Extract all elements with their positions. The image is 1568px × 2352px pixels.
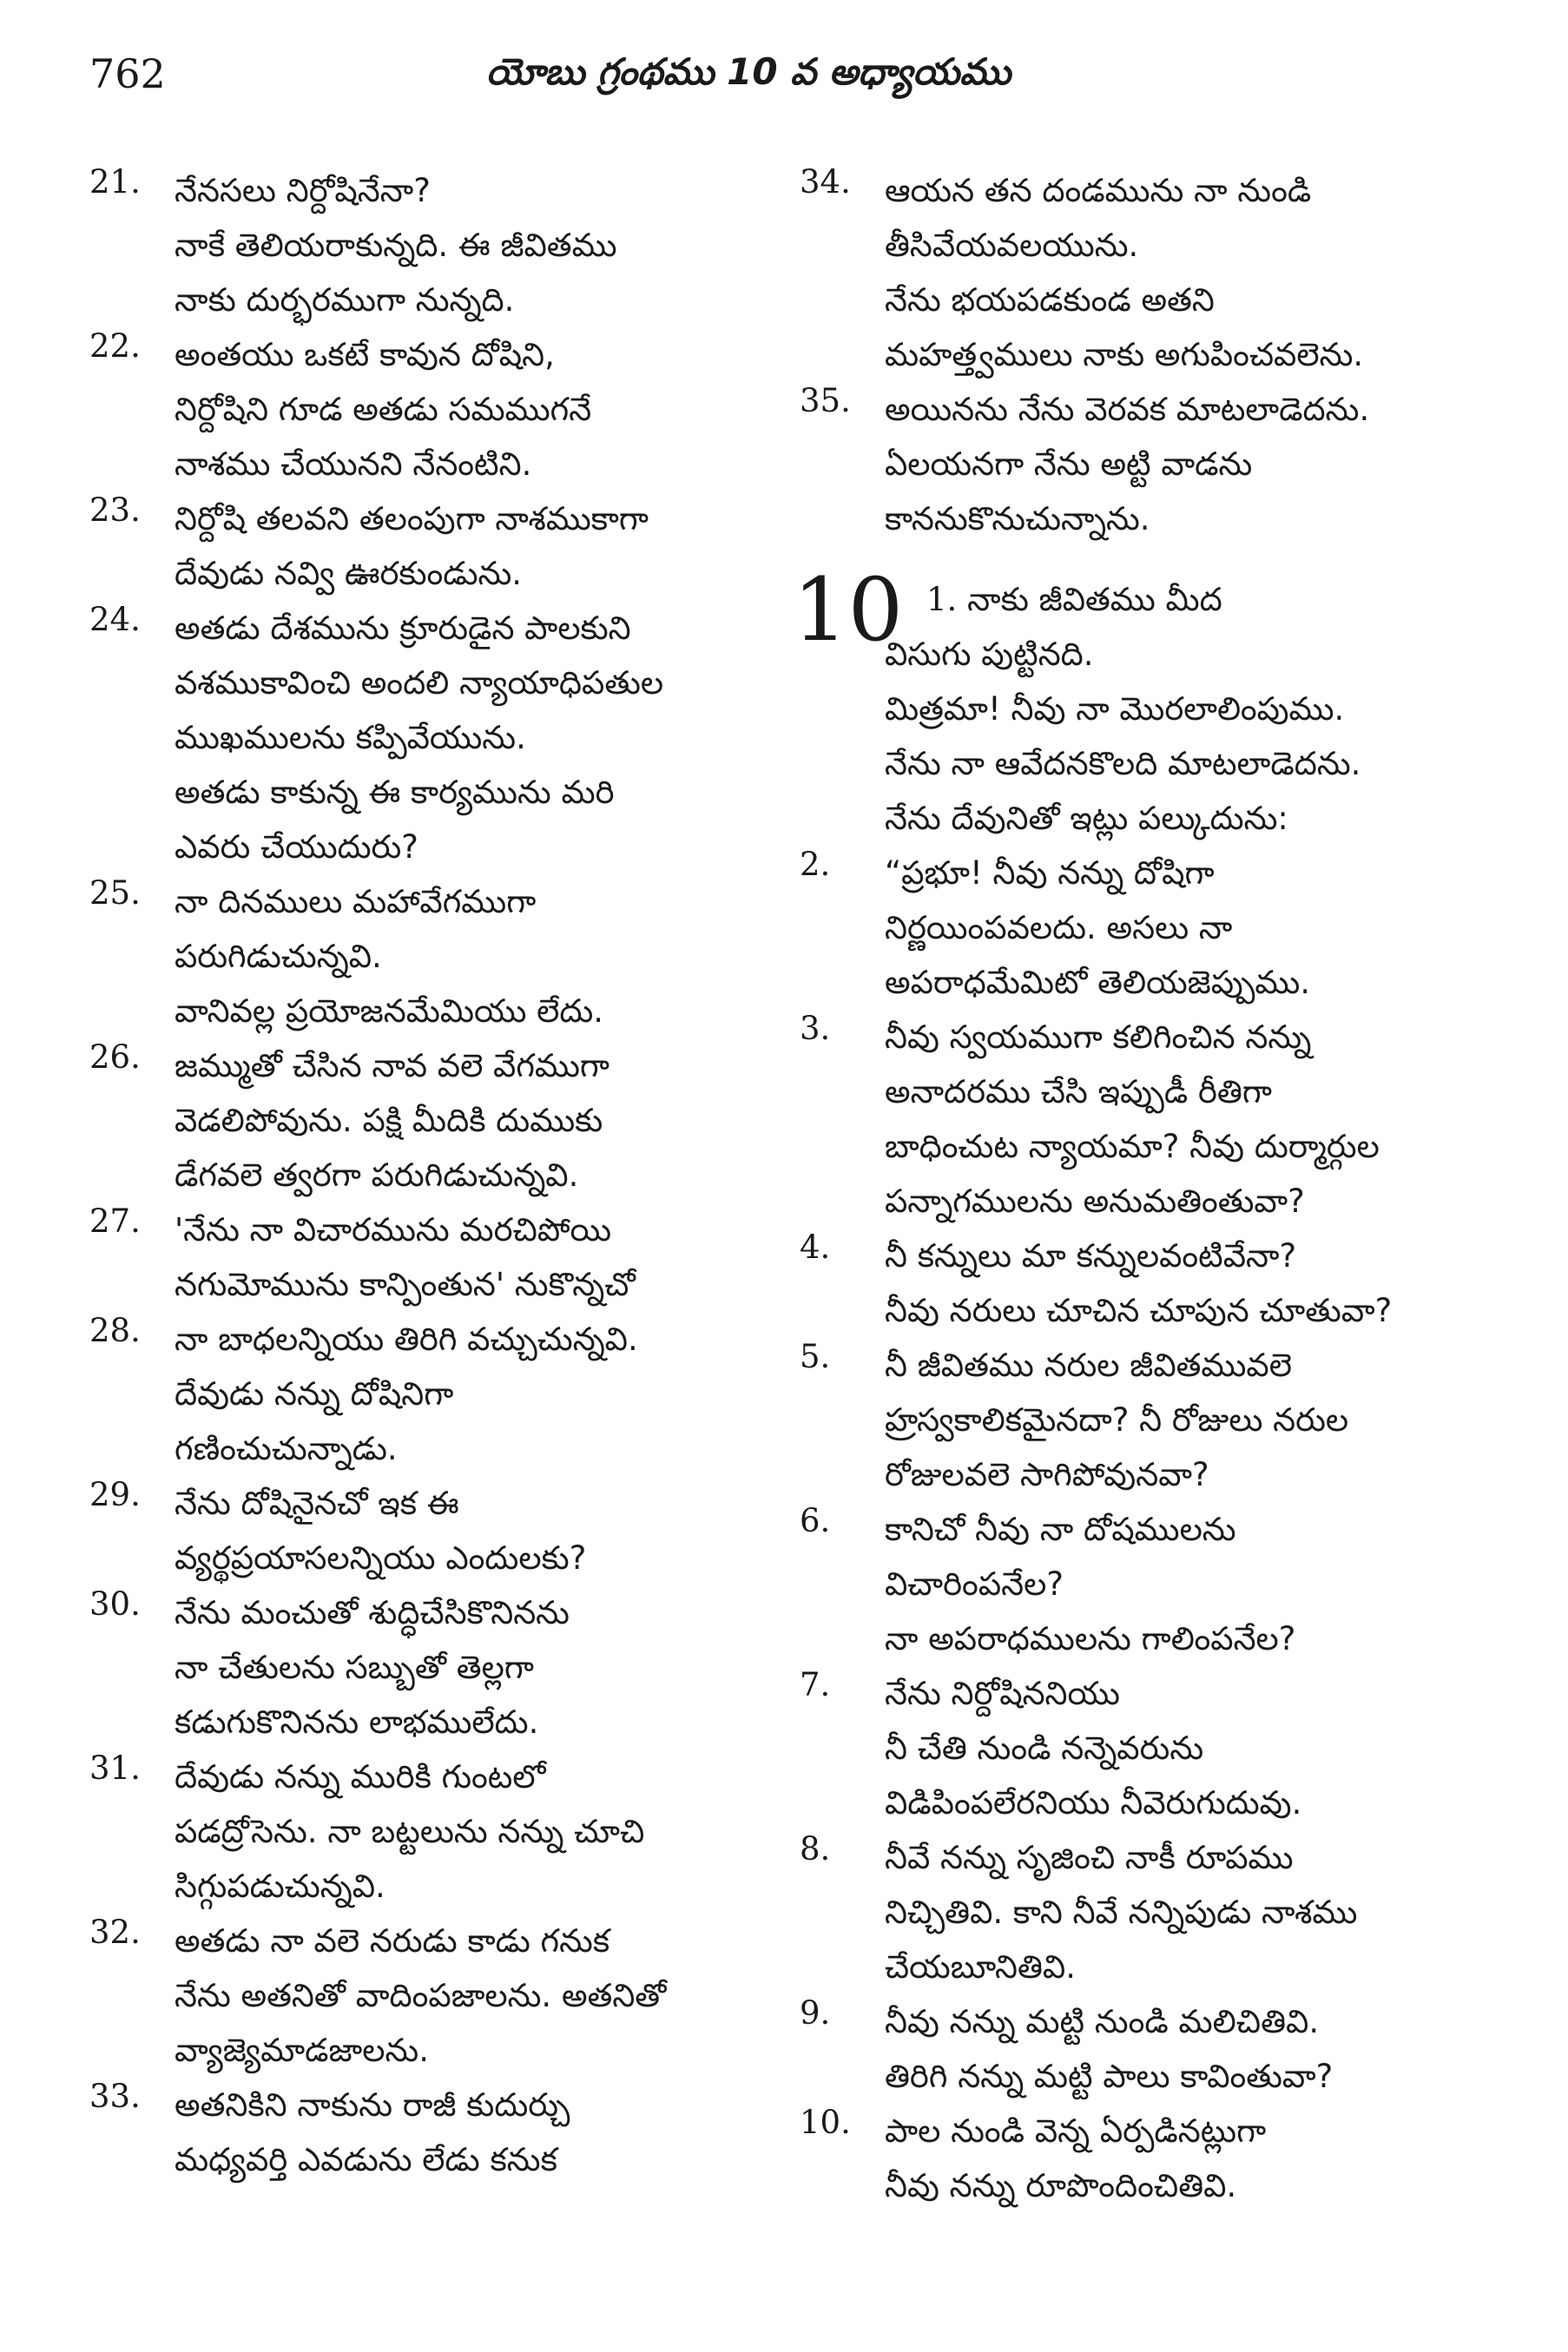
verse (89, 1476, 758, 1585)
verse (89, 1202, 758, 1312)
verse-line: ఏలయనగా నేను అట్టి వాడను (885, 445, 1253, 483)
verse-number: 28. (89, 1312, 141, 1349)
verse (800, 1229, 1486, 1338)
verse (800, 1666, 1486, 1830)
verse-line: ముఖములను కప్పివేయును. (175, 719, 526, 756)
verse (800, 163, 1486, 382)
verse-number: 7. (800, 1666, 831, 1703)
verse-number: 31. (89, 1749, 141, 1787)
verse-line: వెడలిపోవును. పక్షి మీదికి దుముకు (175, 1102, 603, 1139)
verse-line: నాకే తెలియరాకున్నది. ఈ జీవితము (175, 227, 617, 264)
verse (800, 1338, 1486, 1502)
verse (89, 491, 758, 601)
verse-line: వ్యాజ్యెమాడజాలను. (175, 2032, 429, 2069)
verse-line: నిర్దోషి తలవని తలంపుగా నాశముకాగా (175, 500, 649, 537)
verse (800, 846, 1486, 1010)
verse-line: 'నేను నా విచారమును మరచిపోయి (175, 1211, 612, 1248)
verse-line: తీసివేయవలయును. (885, 227, 1139, 264)
verse-number: 34. (800, 163, 851, 201)
verse-line: పడద్రోసెను. నా బట్టలును నన్ను చూచి (175, 1813, 645, 1850)
verse-line: దేవుడు నన్ను మురికి గుంటలో (175, 1758, 546, 1795)
verse (89, 327, 758, 491)
verse-line: నాశము చేయునని నేనంటిని. (175, 445, 532, 483)
left-column (89, 163, 758, 2187)
chapter-block (793, 546, 1486, 846)
verse-line: నేను భయపడకుండ అతని (885, 281, 1215, 319)
verse-number: 4. (800, 1229, 831, 1266)
verse (800, 1502, 1486, 1666)
verse-line: అంతయు ఒకటే కావున దోషిని, (175, 336, 555, 373)
verse-line: నా చేతులను సబ్బుతో తెల్లగా (175, 1649, 534, 1686)
verse-line: అతడు కాకున్న ఈ కార్యమును మరి (175, 774, 615, 811)
verse-line: ఆయన తన దండమును నా నుండి (885, 172, 1312, 209)
verse-number: 26. (89, 1038, 141, 1076)
verse-line: నేను మంచుతో శుద్ధిచేసికొనినను (175, 1594, 570, 1631)
verse-line: చేయబూనితివి. (885, 1948, 1076, 1986)
verse (800, 1830, 1486, 1994)
verse-line: నా దినములు మహావేగముగా (175, 883, 537, 920)
verse (89, 874, 758, 1038)
verse (89, 601, 758, 874)
verse-line: నీ జీవితము నరుల జీవితమువలె (885, 1347, 1292, 1384)
page-number: 762 (89, 50, 166, 97)
verse-line: కాననుకొనుచున్నాను. (885, 500, 1150, 537)
verse (800, 2104, 1486, 2213)
right-column-top (800, 163, 1486, 546)
verse-line: ఎవరు చేయుదురు? (175, 828, 418, 866)
verse-number: 8. (800, 1830, 831, 1868)
verse-line: నిర్ణయింపవలదు. అసలు నా (885, 909, 1233, 946)
verse (800, 1010, 1486, 1229)
verse-line: మధ్యవర్తి ఎవడును లేడు కనుక (175, 2141, 557, 2178)
verse-line: పాల నుండి వెన్న ఏర్పడినట్లుగా (885, 2112, 1267, 2150)
verse-line: దేవుడు నన్ను దోషినిగా (175, 1375, 454, 1413)
verse-number: 22. (89, 327, 141, 365)
verse-line: నీవు నన్ను రూపొందించితివి. (885, 2167, 1237, 2204)
verse-line: నేను దోషినైనచో ఇక ఈ (175, 1485, 459, 1522)
verse-line: నీవు నన్ను మట్టి నుండి మలిచితివి. (885, 2003, 1320, 2040)
right-column-bottom (800, 846, 1486, 2213)
verse-number: 9. (800, 1994, 831, 2032)
verse-number: 24. (89, 601, 141, 638)
verse-line: అపరాధమేమిటో తెలియజెప్పుము. (885, 964, 1311, 1001)
verse-line: నీవే నన్ను సృజించి నాకీ రూపము (885, 1839, 1294, 1876)
verse-line: నేను నిర్దోషిననియు (885, 1675, 1120, 1712)
verse-line: తిరిగి నన్ను మట్టి పాలు కావింతువా? (885, 2058, 1334, 2095)
verse-line: విడిపింపలేరనియు నీవెరుగుదువు. (885, 1784, 1302, 1822)
verse-line: పన్నాగములను అనుమతింతువా? (885, 1183, 1305, 1220)
verse-line: విసుగు పుట్టినది. (885, 636, 1094, 673)
verse (89, 1749, 758, 1914)
verse-line: కానిచో నీవు నా దోషములను (885, 1511, 1236, 1548)
verse-line: నా బాధలన్నియు తిరిగి వచ్చుచున్నవి. (175, 1321, 638, 1358)
verse-line: జమ్ముతో చేసిన నావ వలె వేగముగా (175, 1047, 609, 1084)
verse-number: 30. (89, 1585, 141, 1623)
verse-line: నేనసలు నిర్దోషినేనా? (175, 172, 431, 209)
verse-number: 6. (800, 1502, 831, 1539)
verse-line: అతనికిని నాకును రాజీ కుదుర్చు (175, 2086, 570, 2124)
verse (89, 1585, 758, 1749)
verse-line: విచారింపనేల? (885, 1565, 1064, 1603)
verse-line: దేవుడు నవ్వి ఊరకుండును. (175, 555, 523, 592)
verse-number: 33. (89, 2078, 141, 2115)
verse-number: 2. (800, 846, 831, 883)
verse-line: పరుగిడుచున్నవి. (175, 938, 382, 975)
right-column (793, 163, 1486, 2213)
verse-line: డేగవలె త్వరగా పరుగిడుచున్నవి. (175, 1156, 579, 1194)
verse-line: అతడు దేశమును క్రూరుడైన పాలకుని (175, 609, 631, 647)
verse-line: అయినను నేను వెరవక మాటలాడెదను. (885, 391, 1370, 428)
verse-line: బాధించుట న్యాయమా? నీవు దుర్మార్గుల (885, 1128, 1380, 1165)
chapter-opening (793, 559, 1486, 846)
verse-line: రోజులవలె సాగిపోవునవా? (885, 1456, 1209, 1493)
verse-number: 27. (89, 1202, 141, 1240)
verse-number: 25. (89, 874, 141, 912)
verse-line: హ్రస్వకాలికమైనదా? నీ రోజులు నరుల (885, 1401, 1349, 1439)
verse (89, 1038, 758, 1202)
chapter-number: 10 (793, 559, 904, 661)
verse-number: 10. (800, 2104, 851, 2141)
verse-line: “ప్రభూ! నీవు నన్ను దోషిగా (885, 854, 1215, 892)
verse-line: వానివల్ల ప్రయోజనమేమియు లేదు. (175, 992, 604, 1030)
verse (89, 1312, 758, 1476)
verse-text: నాకు జీవితము మీద (967, 581, 1222, 618)
verse-line: అనాదరము చేసి ఇప్పుడీ రీతిగా (885, 1073, 1272, 1110)
verse-line: నాకు దుర్భరముగా నున్నది. (175, 281, 515, 319)
verse (800, 382, 1486, 546)
verse-number: 23. (89, 491, 141, 529)
page-header (0, 50, 1568, 111)
verse-line: నేను దేవునితో ఇట్లు పల్కుదును: (885, 800, 1288, 837)
verse-number: 1. (926, 581, 958, 618)
verse (89, 1914, 758, 2078)
verse (800, 1994, 1486, 2104)
verse-line: నీవు స్వయముగా కలిగించిన నన్ను (885, 1018, 1312, 1056)
verse-line: నీ చేతి నుండి నన్నెవరును (885, 1729, 1204, 1767)
verse-line: నీ కన్నులు మా కన్నులవంటివేనా? (885, 1237, 1297, 1275)
verse-line: సిగ్గుపడుచున్నవి. (175, 1868, 385, 1905)
verse-line (885, 572, 1486, 627)
verse-line: నీవు నరులు చూచిన చూపున చూతువా? (885, 1292, 1393, 1329)
verse-number: 3. (800, 1010, 831, 1047)
verse-line: గణించుచున్నాడు. (175, 1430, 398, 1467)
verse-line: నగుమోమును కాన్పింతున' నుకొన్నచో (175, 1266, 636, 1303)
verse (89, 163, 758, 327)
verse-number: 21. (89, 163, 141, 201)
running-title: యోబు గ్రంథము 10 వ అధ్యాయము (486, 50, 1011, 93)
verse-number: 5. (800, 1338, 831, 1375)
verse-line: అతడు నా వలె నరుడు కాడు గనుక (175, 1922, 610, 1960)
verse-line: వ్యర్థప్రయాసలన్నియు ఎందులకు? (175, 1539, 587, 1577)
verse-line: కడుగుకొనినను లాభములేదు. (175, 1703, 539, 1741)
verse-number: 35. (800, 382, 851, 419)
verse-line: నేను నా ఆవేదనకొలది మాటలాడెదను. (885, 745, 1361, 782)
verse-line: మహత్త్వములు నాకు అగుపించవలెను. (885, 336, 1364, 373)
verse (89, 2078, 758, 2187)
verse-line: నా అపరాధములను గాలింపనేల? (885, 1620, 1296, 1657)
verse-line: నేను అతనితో వాదింపజాలను. అతనితో (175, 1977, 667, 2014)
verse-number: 29. (89, 1476, 141, 1513)
verse-line: నిర్దోషిని గూడ అతడు సమముగనే (175, 391, 592, 428)
verse-line: నిచ్చితివి. కాని నీవే నన్నిపుడు నాశము (885, 1894, 1358, 1931)
verse-number: 32. (89, 1914, 141, 1951)
verse-line: మిత్రమా! నీవు నా మొరలాలింపుము. (885, 690, 1345, 728)
verse-line: వశముకావించి అందలి న్యాయాధిపతుల (175, 664, 664, 702)
